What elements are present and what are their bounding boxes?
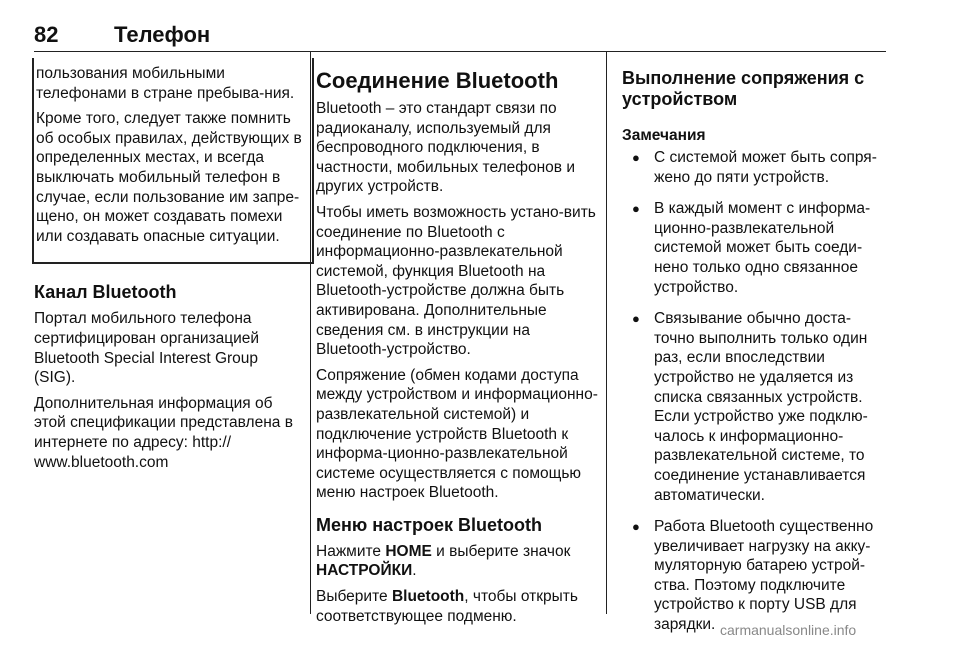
page-header bbox=[34, 22, 886, 50]
notes-label: Замечания bbox=[622, 127, 706, 144]
bluetooth-keyword: Bluetooth bbox=[391, 588, 465, 606]
list-item: ● Связывание обычно доста-точно выполнить только один раз, если впоследствии устройство не удаляется из списка связанных устройств. Если устройство уже подклю-чалось к информационно-развлекательной системе, то соединение устанавливается автоматически. bbox=[622, 309, 888, 505]
middle-column bbox=[316, 68, 598, 632]
notes-list bbox=[622, 148, 888, 635]
watermark: carmanualsonline.info bbox=[720, 622, 857, 638]
warning-box bbox=[32, 58, 314, 264]
subsection-heading: Меню настроек Bluetooth bbox=[316, 514, 542, 535]
note-paragraph: пользования мобильными телефонами в стране пребыва-ния. bbox=[36, 65, 295, 102]
paragraph: Чтобы иметь возможность устано-вить соединение по Bluetooth с информационно-развлекательной системой, функция Bluetooth на Bluetooth-устройстве должна быть активирована. Дополнительные сведения см. в инструкции на Bluetooth-устройство. bbox=[316, 203, 596, 359]
paragraph: Дополнительная информация об этой спецификации представлена в интернете по адресу: http:// www.bluetooth.com bbox=[34, 394, 293, 471]
page-title: Телефон bbox=[114, 22, 211, 47]
column-divider-2 bbox=[606, 52, 607, 614]
paragraph: Портал мобильного телефона сертифицирован организацией Bluetooth Special Interest Group (SIG). bbox=[34, 310, 260, 387]
list-item: ● В каждый момент с информа-ционно-развлекательной системой может быть соеди-нено только одно связанное устройство. bbox=[622, 199, 888, 297]
settings-keyword: НАСТРОЙКИ bbox=[316, 562, 413, 580]
paragraph: Нажмите HOME и выберите значок НАСТРОЙКИ. bbox=[316, 542, 571, 580]
note-paragraph: Кроме того, следует также помнить об особых правилах, действующих в определенных местах, и всегда выключать мобильный телефон в случае, если пользование им запре-щено, он может создавать помехи или создавать опасные ситуации. bbox=[36, 110, 302, 245]
home-keyword: HOME bbox=[385, 542, 432, 560]
section-heading: Канал Bluetooth bbox=[34, 282, 177, 303]
right-column bbox=[622, 68, 888, 647]
left-column bbox=[34, 58, 302, 478]
header-rule bbox=[34, 51, 886, 52]
list-item: ● С системой может быть сопря-жено до пяти устройств. bbox=[622, 148, 888, 187]
list-item: ● Работа Bluetooth существенно увеличивает нагрузку на акку-муляторную батарею устрой-ства. Поэтому подключите устройство к порту USB для зарядки. bbox=[622, 517, 888, 635]
paragraph: Bluetooth – это стандарт связи по радиоканалу, используемый для беспроводного подключения, в частности, мобильных телефонов и других устройств. bbox=[316, 100, 575, 196]
paragraph: Сопряжение (обмен кодами доступа между устройством и информационно-развлекательной системой) и подключение устройств Bluetooth к информа-ционно-развлекательной системе осуществляется с помощью меню настроек Bluetooth. bbox=[316, 366, 598, 502]
paragraph: Выберите Bluetooth, чтобы открыть соответствующее подменю. bbox=[316, 588, 578, 625]
section-heading: Выполнение сопряжения с устройством bbox=[622, 68, 865, 109]
page-number: 82 bbox=[34, 22, 59, 47]
section-heading: Соединение Bluetooth bbox=[316, 68, 559, 93]
